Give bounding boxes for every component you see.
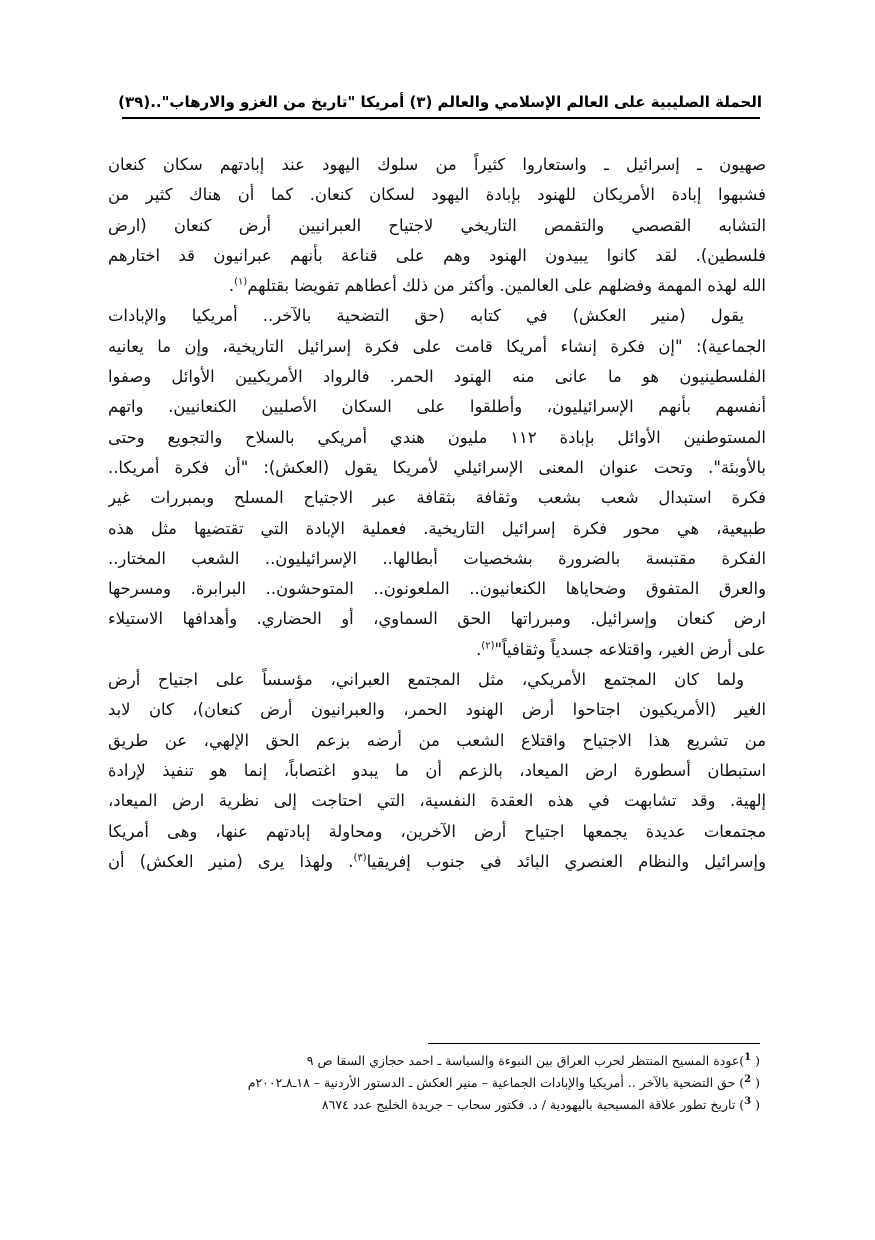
footnote-number: 1 <box>744 1051 752 1063</box>
header-divider <box>122 117 760 119</box>
paragraph-start-line: ولما كان المجتمع الأمريكي، مثل المجتمع العبراني، مؤسساً على اجتياح أرض <box>108 670 744 690</box>
body-line <box>108 847 766 877</box>
header-title: الحملة الصليبية على العالم الإسلامي والعالم (٣) أمريكا "تاريخ من الغزو والارهاب".. <box>150 93 762 111</box>
body-line: طبيعية، هي محور فكرة إسرائيل التاريخية. فعملية الإبادة التي تقتضيها مثل هذه <box>108 518 766 538</box>
body-line: استبطان أسطورة ارض الميعاد، بالزعم أن ما يبدو اغتصاباً، إنما هو تنفيذ لإرادة <box>108 760 766 780</box>
page-number: (٣٩) <box>118 93 151 111</box>
body-line: من تشريع هذا الاجتياح واقتلاع الشعب من أرضه بزعم الحق الإلهي، عن طريق <box>108 730 766 750</box>
footnote-divider <box>428 1043 760 1044</box>
body-line: الغير (الأمريكيون اجتاحوا أرض الهنود الحمر، والعبرانيون أرض كنعان)، كان لابد <box>108 700 766 720</box>
footnote-3: ( $^3$) تاريخ تطور علاقة المسيحية باليهودية / د. فكتور سحاب – جريدة الخليج عدد ٨٦٧٤ <box>321 1095 760 1112</box>
body-line: فلسطين). لقد كانوا يبيدون الهنود وهم على قناعة بأنهم عبرانيون قد اختارهم <box>108 245 766 265</box>
body-line-text: على أرض الغير، واقتلاعه جسدياً وثقافياً" <box>494 639 766 659</box>
body-line: مجتمعات عديدة يجمعها اجتياح أرض الآخرين، ومحاولة إبادتهم عنها، وهى أمريكا <box>108 821 766 841</box>
body-line: والعرق المتفوق وضحاياها الكنعانيون.. الملعونون.. المتوحشون.. البرابرة. ومسرحها <box>108 579 766 599</box>
footnote-number: 3 <box>744 1095 752 1107</box>
footnote-1: ( $^1$)عودة المسيح المنتظر لحرب العراق بين النبوءة والسياسة ـ احمد حجازي السقا ص ٩ <box>306 1051 760 1068</box>
footnote-text: عودة المسيح المنتظر لحرب العراق بين النبوءة والسياسة ـ احمد حجازي السقا ص ٩ <box>306 1053 740 1068</box>
body-line: ارض كنعان وإسرائيل. ومبرراتها الحق السماوي، أو الحضاري. وأهدافها الاستيلاء <box>108 609 766 629</box>
body-line-text: وإسرائيل والنظام العنصري البائد في جنوب إفريقيا <box>366 851 766 871</box>
body-line: الفكرة مقتبسة بالضرورة بشخصيات أبطالها.. الإسرائيليون.. الشعب المختار.. <box>108 548 766 568</box>
body-line: فكرة استبدال شعب بشعب وثقافة بثقافة عبر الاجتياح المسلح وبمبررات غير <box>108 488 766 508</box>
footnotes <box>108 1050 760 1116</box>
running-header <box>118 88 762 116</box>
body-text <box>108 150 766 877</box>
footnote-ref-1[interactable]: (١) <box>234 276 248 288</box>
period: . <box>228 276 235 296</box>
body-line: الفلسطينيون هو ما عانى منه الهنود الحمر. فالرواد الأمريكيين الأوائل وصفوا <box>108 367 766 387</box>
footnote-2: ( $^2$) حق التضحية بالآخر .. أمريكيا والإبادات الجماعية – منير العكش ـ الدستور الأردنية – ١٨ـ٨ـ٢٠٠٢م <box>247 1073 760 1090</box>
body-line <box>108 635 766 665</box>
footnote-text: تاريخ تطور علاقة المسيحية باليهودية / د. فكتور سحاب – جريدة الخليج عدد ٨٦٧٤ <box>321 1097 736 1112</box>
body-line: التشابه القصصي والتقمص التاريخي لاجتياح العبرانيين أرض كنعان (ارض <box>108 215 766 235</box>
body-line: فشبهوا إبادة الأمريكان للهنود بإبادة اليهود لسكان كنعان. كما أن هناك كثير من <box>108 185 766 205</box>
body-line: المستوطنين الأوائل بإبادة ١١٢ مليون هندي أمريكي بالسلاح والتجويع وحتى <box>108 427 766 447</box>
paragraph-start-line: يقول (منير العكش) في كتابه (حق التضحية بالآخر.. أمريكيا والإبادات <box>108 306 744 326</box>
body-line-text: . ولهذا يرى (منير العكش) أن <box>108 851 354 871</box>
body-line-text: الله لهذه المهمة وفضلهم على العالمين. وأكثر من ذلك أعطاهم تفويضا بقتلهم <box>247 276 766 296</box>
footnote-ref-2[interactable]: (٢) <box>481 640 495 652</box>
body-line: بالأوبئة". وتحت عنوان المعنى الإسرائيلي لأمريكا يقول (العكش): "أن فكرة أمريكا.. <box>108 457 766 477</box>
footnote-ref-3[interactable]: (٣) <box>353 852 367 864</box>
body-line: صهيون ـ إسرائيل ـ واستعاروا كثيراً من سلوك اليهود عند إبادتهم سكان كنعان <box>108 155 766 174</box>
period: . <box>476 639 482 659</box>
footnote-text: حق التضحية بالآخر .. أمريكيا والإبادات الجماعية – منير العكش ـ الدستور الأردنية – ١٨ـ٨ـ٢٠٠٢م <box>247 1075 736 1090</box>
body-line: إلهية. وقد تشابهت في هذه العقدة النفسية، التي احتاجت إلى نظرية ارض الميعاد، <box>108 791 766 811</box>
body-line <box>108 271 766 301</box>
footnote-number: 2 <box>744 1073 752 1085</box>
body-line: الجماعية): "إن فكرة إنشاء أمريكا قامت على فكرة إسرائيل التاريخية، وإن ما يعانيه <box>108 336 766 356</box>
body-line: أنفسهم بأنهم الإسرائيليون، وأطلقوا على السكان الأصليين الكنعانيين. واتهم <box>108 397 766 417</box>
